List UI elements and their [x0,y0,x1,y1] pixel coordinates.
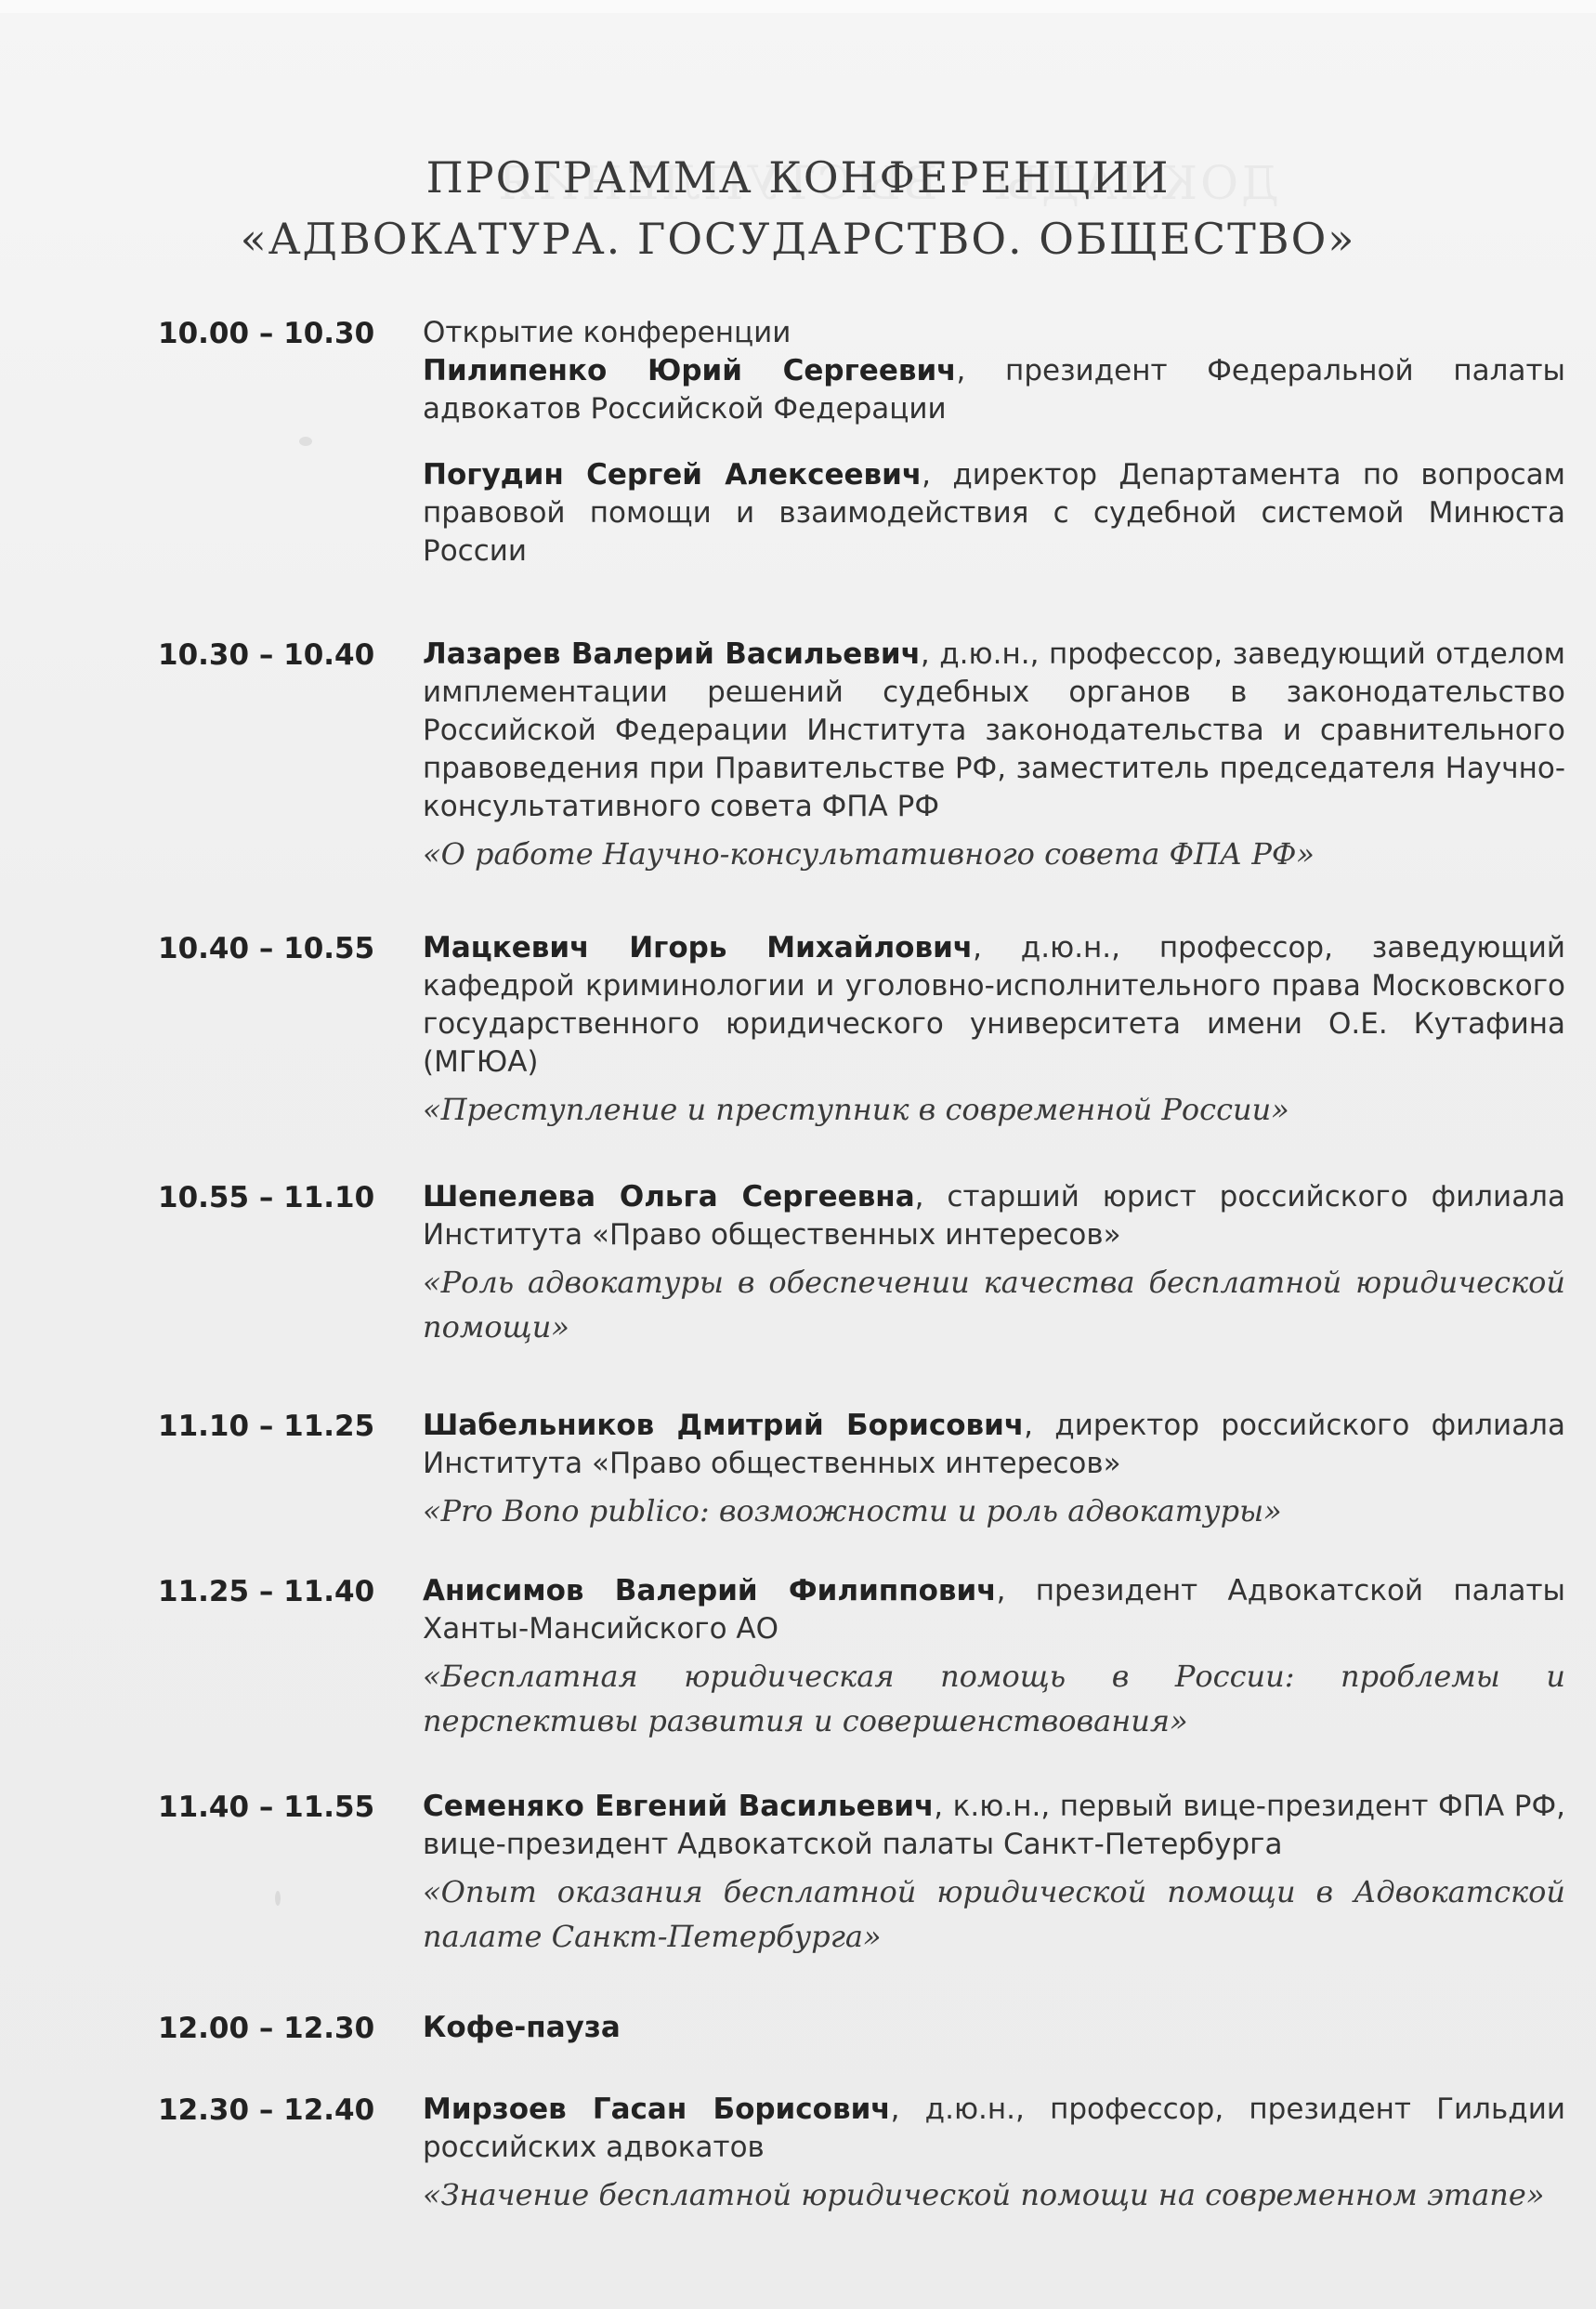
paper-speck [299,437,312,446]
agenda-time: 10.40 – 10.55 [158,932,375,965]
talk-topic: «Опыт оказания бесплатной юридической помощи в Адвокатской палате Санкт-Петербурга» [423,1874,1565,1954]
speaker-role: , д.ю.н., профессор, президент Гильдии российских адвокатов [423,2093,1565,2164]
agenda-body [423,929,1565,1132]
agenda-body [423,636,1565,876]
paper-speck [275,1891,281,1906]
page-title [0,147,1596,269]
speaker-name: Шабельников Дмитрий Борисович [423,1409,1025,1442]
speaker-entry [423,1788,1565,1864]
agenda-body [423,2091,1565,2217]
agenda-body [423,314,1565,571]
talk-topic: «О работе Научно-консультативного совета ФПА РФ» [423,836,1315,872]
speaker-name: Шепелева Ольга Сергеевна [423,1180,915,1214]
talk-topic: «Преступление и преступник в современной России» [423,1092,1289,1127]
agenda-time: 10.55 – 11.10 [158,1181,375,1214]
page-top-edge [0,0,1596,13]
speaker-name: Мирзоев Гасан Борисович [423,2093,891,2126]
speaker-role: , президент Федеральной палаты адвокатов Российской Федерации [423,354,1565,426]
speaker-name: Погудин Сергей Алексеевич [423,458,922,492]
agenda-time: 12.30 – 12.40 [158,2093,375,2127]
title-line-1: ПРОГРАММА КОНФЕРЕНЦИИ [425,152,1171,203]
speaker-entry [423,929,1565,1082]
talk-topic: «Бесплатная юридическая помощь в России: проблемы и перспективы развития и совершенствования» [423,1659,1565,1738]
speaker-entry [423,1407,1565,1483]
agenda-time: 12.00 – 12.30 [158,2012,375,2045]
speaker-name: Лазарев Валерий Васильевич [423,637,921,671]
agenda-time: 10.00 – 10.30 [158,317,375,350]
speaker-name: Мацкевич Игорь Михайлович [423,931,974,964]
speaker-entry [423,352,1565,428]
agenda-time: 10.30 – 10.40 [158,638,375,672]
speaker-role: , к.ю.н., первый вице-президент ФПА РФ, вице-президент Адвокатской палаты Санкт-Петербурга [423,1790,1566,1861]
speaker-entry [423,1572,1565,1648]
agenda-time: 11.10 – 11.25 [158,1410,375,1443]
speaker-name: Пилипенко Юрий Сергеевич [423,354,957,387]
opening-label: Открытие конференции [423,316,791,349]
agenda-body [423,1178,1565,1349]
speaker-role: , директор Департамента по вопросам правовой помощи и взаимодействия с судебной системой Минюста России [423,458,1566,568]
agenda-body [423,2009,1565,2047]
speaker-role: , д.ю.н., профессор, заведующий отделом имплементации решений судебных органов в законодательство Российской Федерации Института законодательства и сравнительного правоведения при Правительстве РФ, заместитель председателя Научно-консультативного совета ФПА РФ [423,637,1565,823]
talk-topic: «Pro Bono publico: возможности и роль адвокатуры» [423,1493,1282,1528]
speaker-role: , президент Адвокатской палаты Ханты-Мансийского АО [423,1574,1566,1646]
speaker-name: Анисимов Валерий Филиппович [423,1574,997,1607]
agenda-body [423,1407,1565,1533]
coffee-break: Кофе-пауза [423,2011,621,2044]
talk-topic: «Роль адвокатуры в обеспечении качества бесплатной юридической помощи» [423,1265,1565,1345]
agenda-time: 11.40 – 11.55 [158,1791,375,1824]
agenda-body [423,1788,1565,1959]
speaker-name: Семеняко Евгений Васильевич [423,1790,935,1823]
speaker-entry [423,456,1565,571]
speaker-role: , директор российского филиала Института «Право общественных интересов» [423,1409,1565,1480]
speaker-entry [423,2091,1565,2167]
agenda-body [423,1572,1565,1743]
speaker-entry [423,636,1565,826]
title-line-2: «АДВОКАТУРА. ГОСУДАРСТВО. ОБЩЕСТВО» [240,214,1356,264]
speaker-role: , д.ю.н., профессор, заведующий кафедрой криминологии и уголовно-исполнительного права Московского государственного юридического университета имени О.Е. Кутафина (МГЮА) [423,931,1565,1079]
agenda-time: 11.25 – 11.40 [158,1575,375,1608]
speaker-entry [423,1178,1565,1254]
speaker-role: , старший юрист российского филиала Института «Право общественных интересов» [423,1180,1565,1252]
talk-topic: «Значение бесплатной юридической помощи на современном этапе» [423,2177,1545,2212]
spacer [423,428,1565,456]
